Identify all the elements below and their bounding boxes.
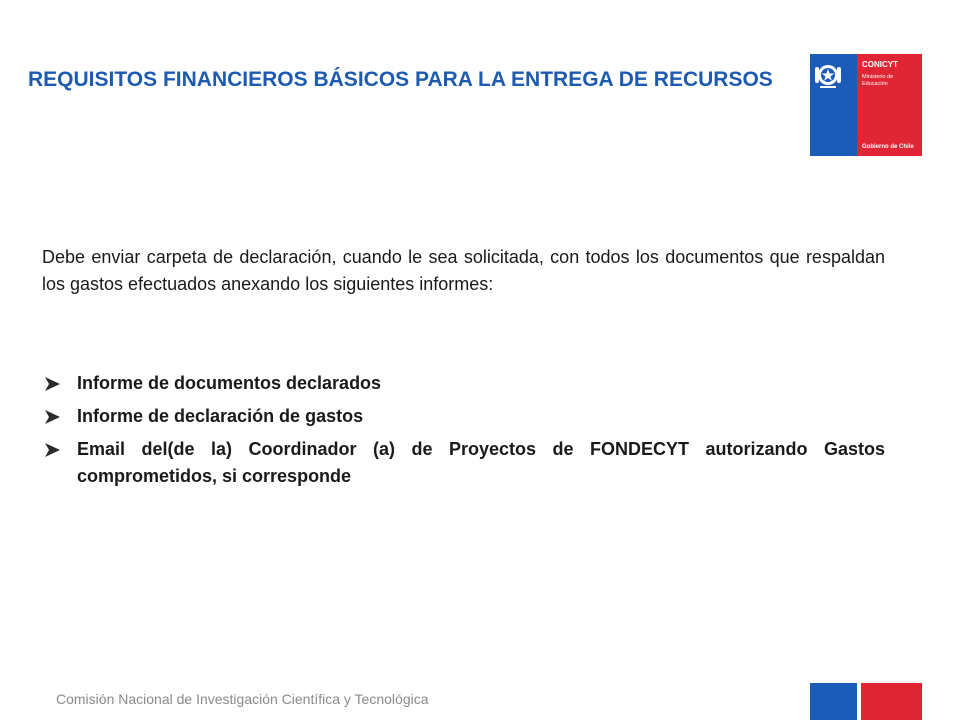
logo-government: Gobierno de Chile	[862, 144, 914, 150]
requirements-list	[42, 370, 885, 496]
list-item	[42, 370, 885, 397]
list-item-text: Email del(de la) Coordinador (a) de Proyectos de FONDECYT autorizando Gastos comprometidos, si corresponde	[77, 439, 885, 486]
footer-institution: Comisión Nacional de Investigación Científica y Tecnológica	[56, 691, 429, 707]
flag-red-block	[861, 683, 922, 720]
list-item	[42, 403, 885, 430]
arrow-bullet-icon	[44, 443, 60, 457]
footer-flag-bar	[810, 683, 922, 720]
slide-title: REQUISITOS FINANCIEROS BÁSICOS PARA LA ENTREGA DE RECURSOS	[28, 68, 773, 91]
list-item-text: Informe de declaración de gastos	[77, 406, 364, 426]
flag-blue-block	[810, 683, 857, 720]
list-item	[42, 436, 885, 490]
logo-org-name: CONICYT	[862, 60, 898, 69]
intro-paragraph: Debe enviar carpeta de declaración, cuando le sea solicitada, con todos los documentos que respaldan los gastos efectuados anexando los siguientes informes:	[42, 247, 885, 294]
arrow-bullet-icon	[44, 377, 60, 391]
logo-ministry-line2: Educación	[862, 81, 888, 87]
arrow-bullet-icon	[44, 410, 60, 424]
list-item-text: Informe de documentos declarados	[77, 373, 382, 393]
conicyt-logo	[810, 54, 922, 156]
logo-ministry-line1: Ministerio de	[862, 74, 894, 80]
